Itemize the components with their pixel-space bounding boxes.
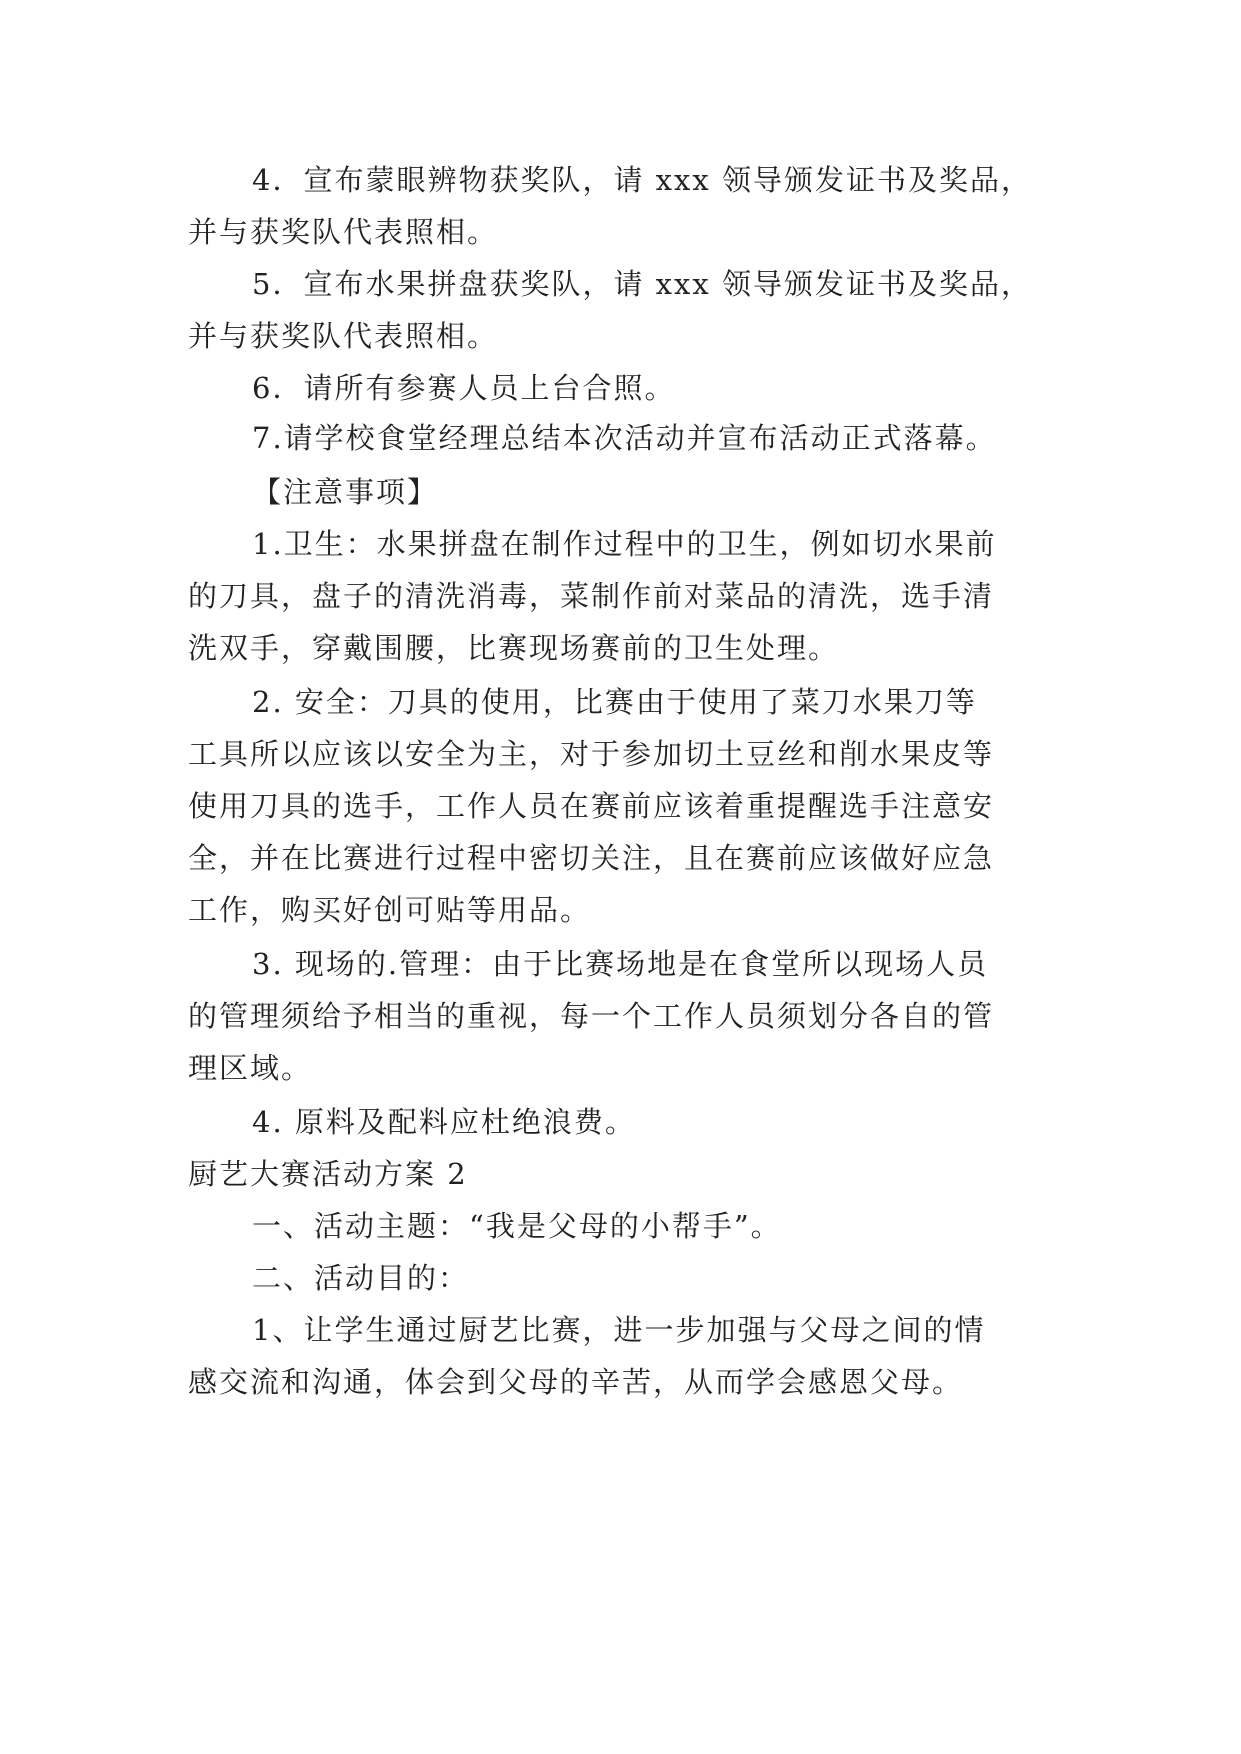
- award-item-5-line-2: 并与获奖队代表照相。: [188, 319, 499, 353]
- hygiene-line-3: 洗双手，穿戴围腰，比赛现场赛前的卫生处理。: [188, 631, 840, 665]
- purpose-item-1-line-1: 1、让学生通过厨艺比赛，进一步加强与父母之间的情: [252, 1313, 986, 1347]
- award-item-4-line-2: 并与获奖队代表照相。: [188, 215, 499, 249]
- activity-theme: 一、活动主题：“我是父母的小帮手”。: [252, 1209, 782, 1243]
- closing-item: 7.请学校食堂经理总结本次活动并宣布活动正式落幕。: [252, 421, 997, 455]
- safety-line-2: 工具所以应该以安全为主，对于参加切土豆丝和削水果皮等: [188, 737, 995, 771]
- award-item-4-line-1: 4．宣布蒙眼辨物获奖队，请 xxx 领导颁发证书及奖品，: [252, 163, 1032, 197]
- safety-line-1: 2. 安全：刀具的使用，比赛由于使用了菜刀水果刀等: [252, 685, 977, 719]
- site-management-line-2: 的管理须给予相当的重视，每一个工作人员须划分各自的管: [188, 999, 995, 1033]
- materials-item: 4. 原料及配料应杜绝浪费。: [252, 1105, 636, 1139]
- safety-line-3: 使用刀具的选手，工作人员在赛前应该着重提醒选手注意安: [188, 789, 995, 823]
- safety-line-5: 工作，购买好创可贴等用品。: [188, 893, 592, 927]
- site-management-line-1: 3. 现场的.管理：由于比赛场地是在食堂所以现场人员: [252, 947, 989, 981]
- site-management-line-3: 理区域。: [188, 1051, 313, 1085]
- group-photo-item: 6．请所有参赛人员上台合照。: [252, 371, 676, 405]
- hygiene-line-1: 1.卫生：水果拼盘在制作过程中的卫生，例如切水果前: [252, 527, 997, 561]
- notes-heading: 【注意事项】: [252, 475, 439, 509]
- safety-line-4: 全，并在比赛进行过程中密切关注，且在赛前应该做好应急: [188, 841, 995, 875]
- hygiene-line-2: 的刀具，盘子的清洗消毒，菜制作前对菜品的清洗，选手清: [188, 579, 995, 613]
- award-item-5-line-1: 5．宣布水果拼盘获奖队，请 xxx 领导颁发证书及奖品，: [252, 267, 1032, 301]
- section-title: 厨艺大赛活动方案 2: [188, 1157, 468, 1191]
- purpose-item-1-line-2: 感交流和沟通，体会到父母的辛苦，从而学会感恩父母。: [188, 1365, 964, 1399]
- activity-purpose-heading: 二、活动目的：: [252, 1261, 470, 1295]
